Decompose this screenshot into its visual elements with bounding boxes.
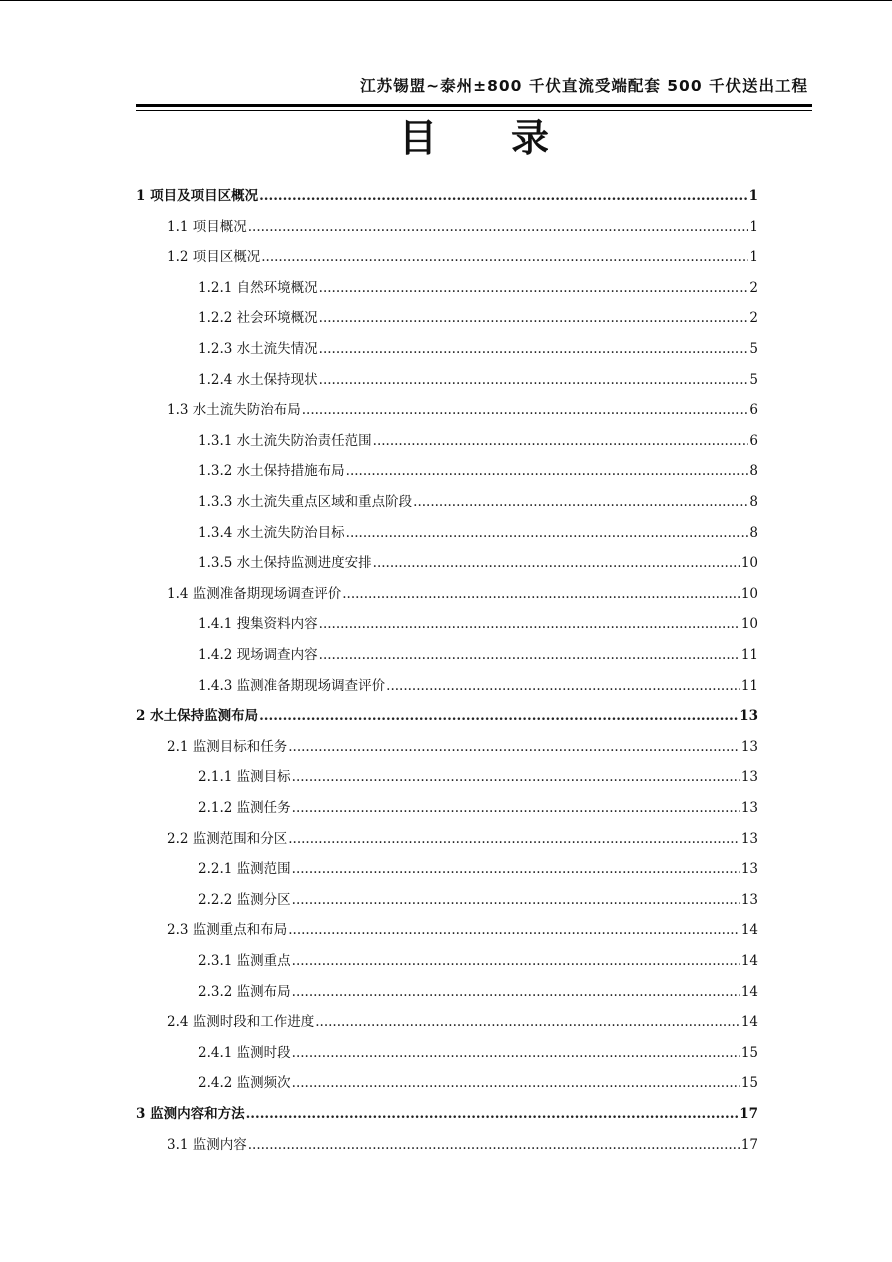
- toc-entry-page: 6: [749, 402, 758, 419]
- toc-entry-page: 1: [748, 188, 758, 204]
- toc-entry-label: 1.1 项目概况: [167, 218, 247, 235]
- toc-entry-label: 1.4.1 搜集资料内容: [198, 616, 318, 633]
- toc-entry-page: 11: [740, 647, 758, 663]
- toc-dot-leader: [288, 918, 740, 942]
- toc-dot-leader: [288, 735, 740, 759]
- toc-entry-page: 13: [740, 891, 758, 908]
- toc-entry[interactable]: [198, 980, 758, 1004]
- toc-dot-leader: [319, 368, 749, 392]
- toc-dot-leader: [373, 429, 749, 453]
- toc-entry[interactable]: [198, 1071, 758, 1095]
- toc-entry[interactable]: [167, 215, 758, 239]
- toc-entry-page: 14: [740, 1014, 758, 1031]
- toc-dot-leader: [346, 459, 749, 483]
- toc-entry-page: 8: [749, 494, 758, 510]
- toc-entry-page: 17: [740, 1136, 758, 1153]
- toc-entry-label: 1.2 项目区概况: [167, 249, 261, 266]
- toc-entry-label: 1.3.2 水土保持措施布局: [198, 463, 345, 480]
- toc-entry[interactable]: [198, 857, 758, 881]
- toc-dot-leader: [292, 1041, 740, 1065]
- page-top-border: [0, 0, 892, 1]
- toc-entry-page: 13: [740, 830, 758, 847]
- toc-entry-page: 10: [740, 585, 758, 602]
- toc-entry-label: 2.1.1 监测目标: [198, 769, 291, 786]
- toc-entry[interactable]: [167, 582, 758, 606]
- header-rule-thin: [136, 110, 812, 111]
- toc-dot-leader: [319, 612, 740, 636]
- toc-entry-page: 15: [740, 1075, 758, 1092]
- toc-entry-label: 2.3.2 监测布局: [198, 983, 291, 1000]
- toc-entry-page: 5: [749, 341, 758, 357]
- toc-entry-page: 2: [749, 279, 758, 296]
- toc-entry[interactable]: [136, 184, 758, 208]
- toc-entry[interactable]: [167, 827, 758, 851]
- toc-entry[interactable]: [167, 1010, 758, 1034]
- toc-entry-label: 1.2.3 水土流失情况: [198, 341, 318, 357]
- toc-dot-leader: [292, 796, 740, 820]
- toc-entry-label: 2.4.1 监测时段: [198, 1044, 291, 1061]
- toc-entry-page: 13: [740, 800, 758, 816]
- toc-entry[interactable]: [167, 1133, 758, 1157]
- toc-dot-leader: [259, 184, 748, 208]
- toc-entry[interactable]: [198, 276, 758, 300]
- toc-entry-label: 1.3.1 水土流失防治责任范围: [198, 432, 372, 449]
- toc-dot-leader: [248, 1133, 740, 1157]
- toc-entry-label: 1.2.4 水土保持现状: [198, 371, 318, 388]
- toc-entry[interactable]: [167, 918, 758, 942]
- toc-entry-label: 2.2 监测范围和分区: [167, 830, 288, 847]
- toc-entry[interactable]: [198, 1041, 758, 1065]
- toc-entry-label: 2.4.2 监测频次: [198, 1075, 291, 1092]
- toc-entry-label: 1.3.3 水土流失重点区域和重点阶段: [198, 494, 413, 510]
- toc-dot-leader: [319, 306, 749, 330]
- toc-entry-label: 3 监测内容和方法: [136, 1106, 245, 1122]
- toc-entry[interactable]: [198, 888, 758, 912]
- toc-dot-leader: [319, 643, 740, 667]
- toc-entry[interactable]: [198, 368, 758, 392]
- toc-entry-page: 2: [749, 310, 758, 327]
- running-header: 江苏锡盟~泰州±800 千伏直流受端配套 500 千伏送出工程: [360, 77, 808, 95]
- toc-dot-leader: [259, 704, 738, 728]
- toc-entry-label: 1.3.4 水土流失防治目标: [198, 524, 345, 541]
- toc-entry-page: 10: [740, 616, 758, 633]
- toc-entry[interactable]: [167, 735, 758, 759]
- toc-entry-page: 1: [749, 249, 758, 266]
- toc-entry-label: 1.2.2 社会环境概况: [198, 310, 318, 327]
- toc-dot-leader: [261, 245, 748, 269]
- toc-entry-label: 2 水土保持监测布局: [136, 708, 259, 725]
- toc-dot-leader: [248, 215, 749, 239]
- toc-dot-leader: [346, 521, 749, 545]
- toc-entry-label: 3.1 监测内容: [167, 1136, 247, 1153]
- toc-dot-leader: [292, 1071, 740, 1095]
- toc-entry[interactable]: [198, 949, 758, 973]
- toc-dot-leader: [319, 337, 749, 361]
- toc-entry-label: 2.1.2 监测任务: [198, 800, 291, 816]
- toc-entry-page: 13: [740, 769, 758, 786]
- toc-entry-page: 17: [739, 1106, 758, 1122]
- toc-dot-leader: [292, 857, 740, 881]
- toc-entry-page: 6: [749, 432, 758, 449]
- toc-entry-page: 15: [740, 1044, 758, 1061]
- toc-entry[interactable]: [198, 796, 758, 820]
- toc-dot-leader: [292, 888, 740, 912]
- toc-dot-leader: [315, 1010, 740, 1034]
- toc-entry-page: 13: [740, 738, 758, 755]
- toc-dot-leader: [386, 674, 740, 698]
- toc-entry[interactable]: [198, 612, 758, 636]
- toc-entry-page: 14: [740, 922, 758, 939]
- toc-entry-label: 1.4 监测准备期现场调查评价: [167, 585, 342, 602]
- toc-entry-label: 2.3.1 监测重点: [198, 953, 291, 969]
- toc-entry-page: 8: [749, 524, 758, 541]
- toc-entry-page: 11: [740, 677, 758, 694]
- toc-entry-label: 2.2.1 监测范围: [198, 861, 291, 878]
- toc-entry[interactable]: [198, 643, 758, 667]
- toc-entry-page: 5: [749, 371, 758, 388]
- toc-dot-leader: [292, 765, 740, 789]
- toc-dot-leader: [292, 949, 740, 973]
- toc-entry-label: 2.4 监测时段和工作进度: [167, 1014, 315, 1031]
- toc-entry-label: 1.2.1 自然环境概况: [198, 279, 318, 296]
- toc-entry[interactable]: [198, 490, 758, 514]
- toc-entry-label: 2.2.2 监测分区: [198, 891, 291, 908]
- toc-entry-label: 1.4.2 现场调查内容: [198, 647, 318, 663]
- toc-dot-leader: [302, 398, 749, 422]
- toc-entry-page: 13: [740, 861, 758, 878]
- toc-dot-leader: [292, 980, 740, 1004]
- toc-entry[interactable]: [198, 551, 758, 575]
- toc-entry[interactable]: [198, 765, 758, 789]
- toc-entry[interactable]: [198, 337, 758, 361]
- toc-entry[interactable]: [198, 521, 758, 545]
- toc-entry-label: 1.3.5 水土保持监测进度安排: [198, 555, 372, 572]
- toc-entry-page: 1: [749, 218, 758, 235]
- toc-entry[interactable]: [167, 245, 758, 269]
- toc-entry[interactable]: [136, 1102, 758, 1126]
- toc-entry-page: 13: [739, 708, 758, 725]
- toc-entry[interactable]: [198, 306, 758, 330]
- toc-entry-page: 14: [740, 953, 758, 969]
- toc-dot-leader: [288, 827, 740, 851]
- toc-entry[interactable]: [198, 674, 758, 698]
- toc-entry-label: 1.3 水土流失防治布局: [167, 402, 301, 419]
- toc-entry[interactable]: [198, 459, 758, 483]
- toc-entry-label: 1.4.3 监测准备期现场调查评价: [198, 677, 386, 694]
- toc-entry-label: 2.1 监测目标和任务: [167, 738, 288, 755]
- toc-entry-page: 10: [740, 555, 758, 572]
- toc-entry-label: 1 项目及项目区概况: [136, 188, 259, 204]
- toc-dot-leader: [319, 276, 749, 300]
- toc-entry-page: 14: [740, 983, 758, 1000]
- toc-entry[interactable]: [167, 398, 758, 422]
- toc-entry-page: 8: [749, 463, 758, 480]
- toc-entry-label: 2.3 监测重点和布局: [167, 922, 288, 939]
- toc-dot-leader: [246, 1102, 739, 1126]
- toc-title: 目录: [398, 116, 623, 160]
- toc-dot-leader: [373, 551, 740, 575]
- header-rule-thick: [136, 104, 812, 107]
- toc-dot-leader: [342, 582, 740, 606]
- toc-dot-leader: [413, 490, 748, 514]
- toc-entry[interactable]: [198, 429, 758, 453]
- toc-entry[interactable]: [136, 704, 758, 728]
